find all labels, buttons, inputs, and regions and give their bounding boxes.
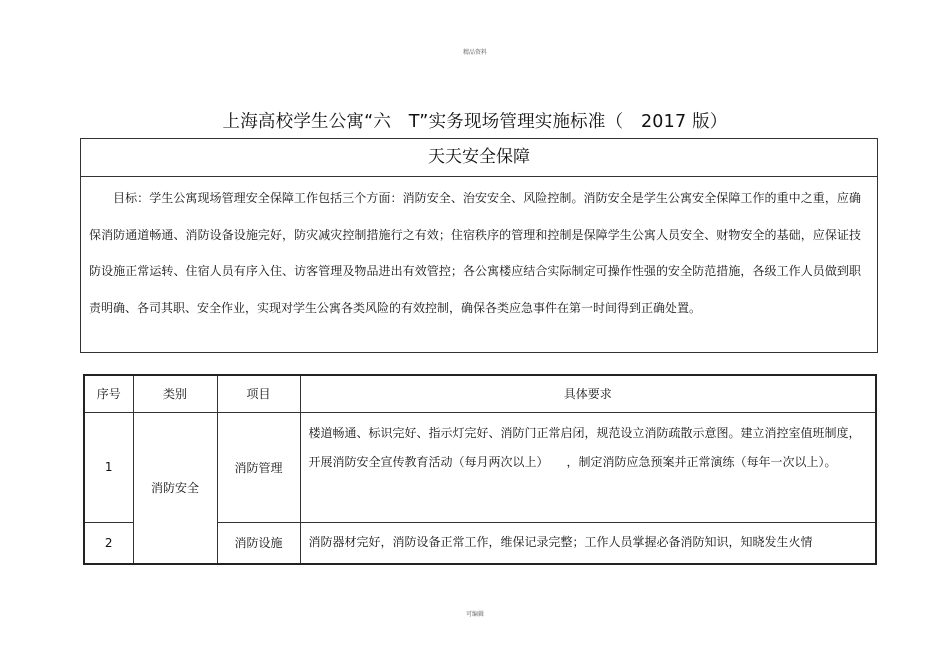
requirements-table xyxy=(83,374,877,565)
row-item: 消防管理 xyxy=(217,412,300,522)
section-box xyxy=(80,138,878,353)
table-header-row xyxy=(84,375,876,412)
row-category: 消防安全 xyxy=(133,412,217,564)
header-requirement: 具体要求 xyxy=(300,375,876,412)
header-item: 项目 xyxy=(217,375,300,412)
row-no: 1 xyxy=(84,412,133,522)
row-requirement: 消防器材完好，消防设备正常工作，维保记录完整；工作人员掌握必备消防知识，知晓发生火情 xyxy=(300,522,876,564)
section-title: 天天安全保障 xyxy=(81,139,877,177)
header-note: 精品资料 xyxy=(462,49,487,56)
row-item: 消防设施 xyxy=(217,522,300,564)
header-no: 序号 xyxy=(84,375,133,412)
header-category: 类别 xyxy=(133,375,217,412)
row-no: 2 xyxy=(84,522,133,564)
document-title: 上海高校学生公寓“六 T”实务现场管理实施标准（ 2017 版） xyxy=(222,112,728,132)
row-requirement: 楼道畅通、标识完好、指示灯完好、消防门正常启闭，规范设立消防疏散示意图。建立消控室值班制度，开展消防安全宣传教育活动（每月两次以上） ，制定消防应急预案并正常演练（每年一次以上）。 xyxy=(300,412,876,522)
footer-note: 可编辑 xyxy=(465,611,484,618)
table-row xyxy=(84,412,876,522)
section-intro: 目标：学生公寓现场管理安全保障工作包括三个方面：消防安全、治安安全、风险控制。消防安全是学生公寓安全保障工作的重中之重，应确保消防通道畅通、消防设备设施完好，防灾减灾控制措施行之有效；住宿秩序的管理和控制是保障学生公寓人员安全、财物安全的基础，应保证技防设施正常运转、住宿人员有序入住、访客管理及物品进出有效管控；各公寓楼应结合实际制定可操作性强的安全防范措施，各级工作人员做到职责明确、各司其职、安全作业，实现对学生公寓各类风险的有效控制，确保各类应急事件在第一时间得到正确处置。 xyxy=(89,191,861,315)
